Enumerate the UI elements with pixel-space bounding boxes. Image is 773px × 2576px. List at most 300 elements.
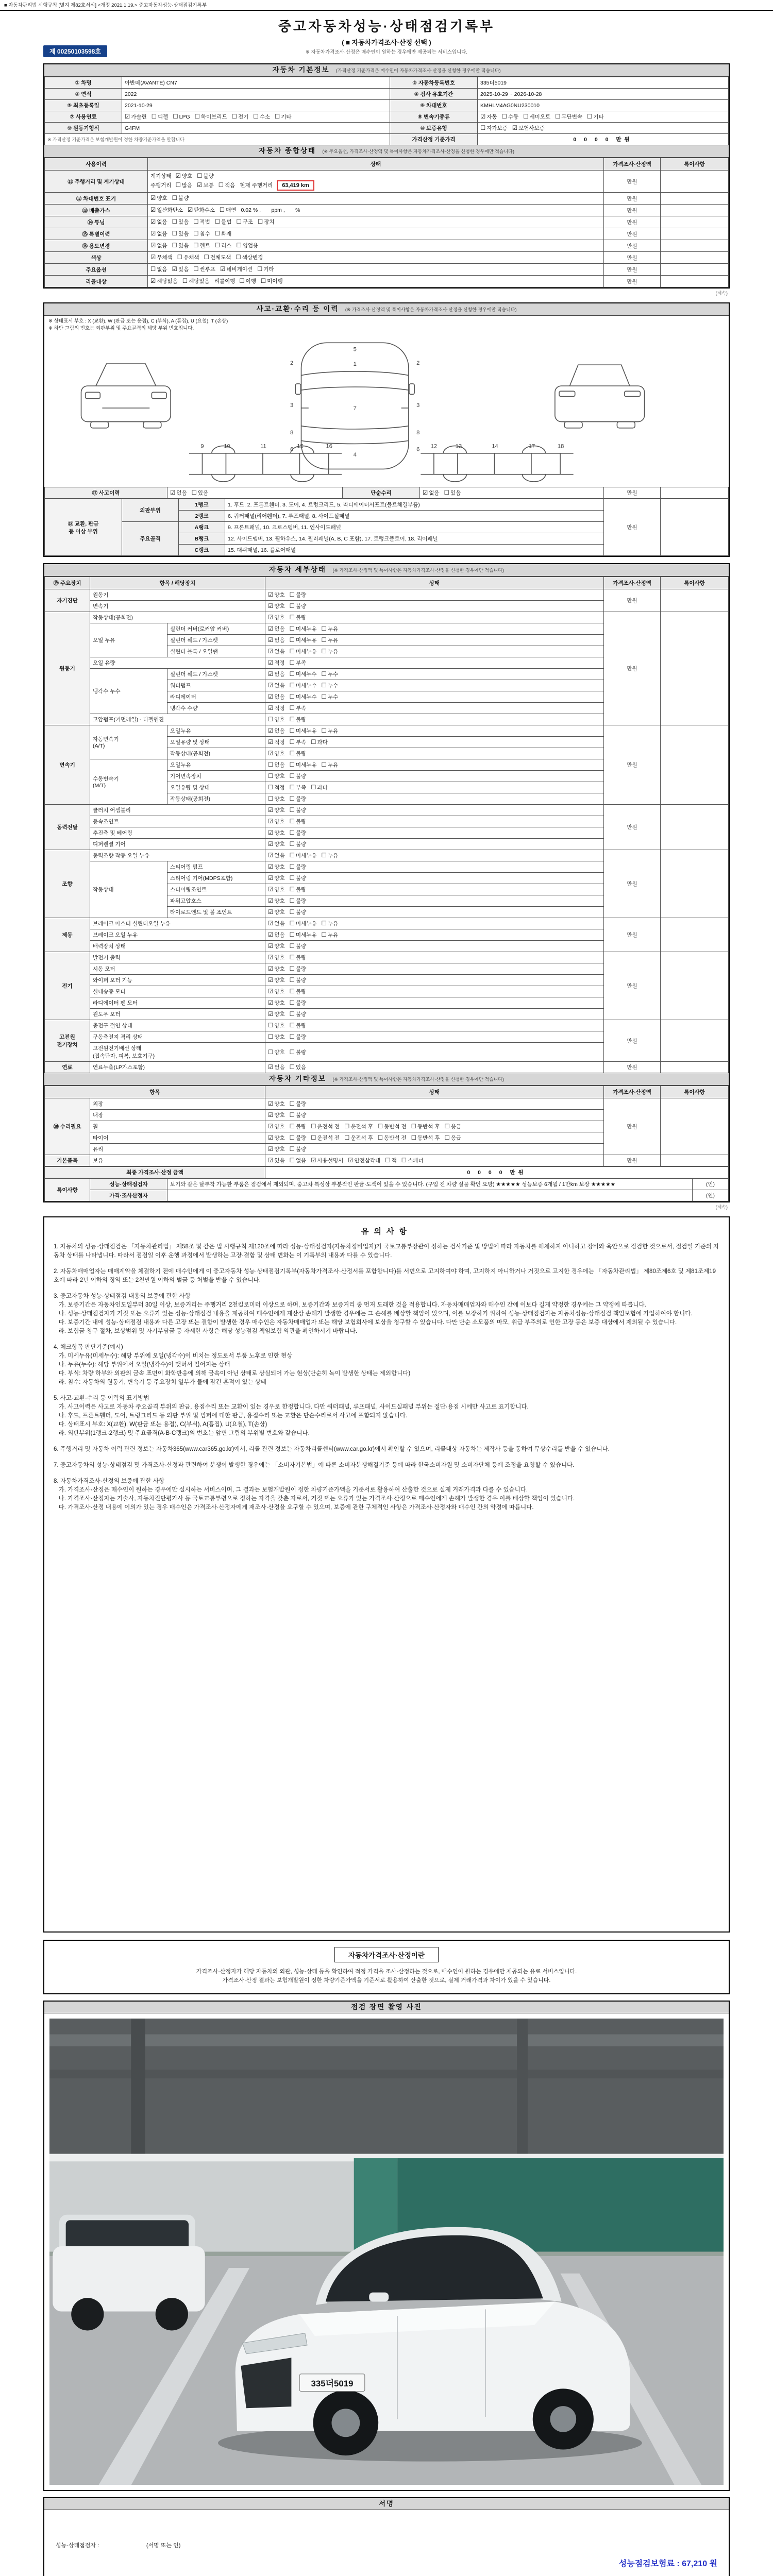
checkbox-icon: ☐ xyxy=(268,1023,274,1029)
checkbox-icon: ☐ xyxy=(289,683,295,689)
checkbox-option: ☑ 양호 xyxy=(268,830,285,836)
subitem-label: 라디에이터 xyxy=(167,691,265,703)
checkbox-icon: ☑ xyxy=(348,1158,354,1164)
column-header: 가격조사·산정액 xyxy=(604,1086,661,1098)
odometer-value: 63,419 km xyxy=(277,180,314,191)
checkbox-icon: ☐ xyxy=(480,125,486,131)
photo-labels xyxy=(311,2378,354,2388)
checkbox-option: ☐ 운전석 후 xyxy=(344,1124,373,1130)
checkbox-icon: ☑ xyxy=(268,819,274,825)
item-state xyxy=(265,918,604,929)
checkbox-icon: ☐ xyxy=(289,1000,295,1006)
note-cell xyxy=(661,952,729,1020)
item-state xyxy=(265,635,604,646)
notice-paragraph: 3. 중고자동차 성능·상태점검 내용의 보증에 관한 사항 가. 보증기간은 자동차인도일부터 30일 이상, 보증거리는 주행거리 2천킬로미터 이상으로 하며, 보증기간과 보증거리 중 먼저 도래한 것을 적용합니다. 자동차매매업자와 매수인 간에 이보다 길게 약정한 경우에는 그 약정에 따릅니다. 나. 성능·상태점검자가 거짓 또는 오류가 있는 성능·상태점검 내용을 제공하여 매수인에게 재산상 손해가 발생한 경우에는 그 손해를 배상할 책임이 있으며, 이를 보장하기 위하여 성능·상태점검자는 자동차성능·상태점검 책임보험에 가입하여야 합니다. 다. 보증기간 내에 성능·상태점검 내용과 다른 고장 또는 결함이 발생한 경우 매수인은 자동차매매업자 또는 해당 보험회사에 보상을 청구할 수 있습니다. 다만 단순 소모품의 마모, 취급 부주의로 인한 고장 등은 보증 대상에서 제외될 수 있습니다. 라. 보험금 청구 절차, 보상범위 및 자기부담금 등 자세한 사항은 해당 성능점검 책임보험 약관을 확인하시기 바랍니다. xyxy=(54,1293,693,1334)
checkbox-icon: ☐ xyxy=(289,1146,295,1153)
checkbox-option: ☑ 보험사보증 xyxy=(512,125,545,131)
checkbox-option: ☐ 양호 xyxy=(268,796,285,802)
price-cell: 만원 xyxy=(604,216,661,228)
checkbox-icon: ☐ xyxy=(289,603,295,609)
checkbox-option: ☑ 없음 xyxy=(170,490,187,496)
item-state xyxy=(265,827,604,839)
field-label: 가격산정 기준가격 xyxy=(390,134,478,145)
item-label: 실내송풍 모터 xyxy=(90,986,265,997)
item-label: 오일 누유 xyxy=(90,623,167,657)
fuel-options xyxy=(122,111,390,123)
item-label: 연료누출(LP가스포함) xyxy=(90,1062,265,1073)
item-state xyxy=(265,601,604,612)
price-cell: 만원 xyxy=(604,499,661,556)
summary-item-state xyxy=(148,216,604,228)
checkbox-icon: ☐ xyxy=(268,762,274,768)
accident-history-table xyxy=(44,487,729,499)
field-label: ⑦ 사용연료 xyxy=(45,111,122,123)
note-cell xyxy=(661,216,729,228)
svg-label: 6 xyxy=(416,446,420,453)
checkbox-icon: ☑ xyxy=(268,1124,274,1130)
checkbox-option: ☐ 불량 xyxy=(289,1124,307,1130)
checkbox-icon: ☐ xyxy=(182,278,188,284)
signature-stamp: (인) xyxy=(693,1179,729,1190)
summary-row xyxy=(45,205,729,216)
notice-paragraph: 4. 체크항목 판단기준(예시) 가. 미세누유(미세누수): 해당 부위에 오일(냉각수)이 비치는 정도로서 부품 노후로 인한 현상 나. 누유(누수): 해당 부위에서 오일(냉각수)이 맺혀서 떨어지는 상태 다. 부식: 차량 하부와 외판의 금속 표면이 화학반응에 의해 금속이 아닌 상태로 상실되어 가는 현상(단순히 녹이 발생한 상태는 제외합니다) 라. 침수: 자동차의 원동기, 변속기 등 주요장치 일부가 물에 잠긴 흔적이 있는 상태 xyxy=(54,1344,411,1385)
accident-history-options xyxy=(167,487,343,499)
item-state xyxy=(265,623,604,635)
checkbox-option: ☐ 동반석 전 xyxy=(377,1135,407,1141)
checkbox-icon: ☐ xyxy=(289,898,295,904)
checkbox-icon: ☐ xyxy=(175,182,181,189)
state-text: 0.02 % , ppm , % xyxy=(241,207,300,213)
etc-info-table xyxy=(44,1086,729,1166)
checkbox-icon: ☐ xyxy=(289,853,295,859)
summary-table xyxy=(44,158,729,287)
rank-name: A랭크 xyxy=(179,522,225,533)
checkbox-icon: ☑ xyxy=(268,626,274,632)
detail-row xyxy=(45,1155,729,1166)
checkbox-option: ☐ 미세누유 xyxy=(289,728,317,734)
checkbox-option: ☐ 부족 xyxy=(289,660,307,666)
column-header: 상태 xyxy=(265,577,604,589)
item-state xyxy=(265,691,604,703)
svg-label: 335더5019 xyxy=(311,2379,354,2389)
item-state xyxy=(265,975,604,986)
checkbox-option: ☐ 리스 xyxy=(214,243,232,249)
summary-row xyxy=(45,228,729,240)
checkbox-icon: ☑ xyxy=(268,841,274,848)
checkbox-option: ☑ 탄화수소 xyxy=(188,207,215,213)
checkbox-icon: ☑ xyxy=(125,114,130,120)
item-state xyxy=(265,839,604,850)
checkbox-icon: ☐ xyxy=(274,114,280,120)
checkbox-option: ☐ 과다 xyxy=(311,739,328,745)
item-label: 작동상태(공회전) xyxy=(90,612,265,623)
field-label: ③ 연식 xyxy=(45,89,122,100)
price-cell: 만원 xyxy=(604,264,661,276)
document-number: 제 00250103598호 xyxy=(43,45,107,57)
summary-item-state xyxy=(148,228,604,240)
notice-sheet xyxy=(43,1216,730,1933)
rank-name: 2랭크 xyxy=(179,511,225,522)
checkbox-icon: ☐ xyxy=(193,266,199,273)
checkbox-icon: ☐ xyxy=(289,841,295,848)
checkbox-option: ☐ 장치 xyxy=(258,219,275,225)
final-price-value: 0 0 0 0 만원 xyxy=(265,1167,729,1178)
device-group-label: 조향 xyxy=(45,850,90,918)
device-group-label: 연료 xyxy=(45,1062,90,1073)
checkbox-option: ☐ 불량 xyxy=(289,717,307,723)
checkbox-icon: ☐ xyxy=(219,207,225,213)
checkbox-icon: ☐ xyxy=(151,114,157,120)
checkbox-icon: ☐ xyxy=(321,637,327,643)
checkbox-option: ☐ 불량 xyxy=(289,751,307,757)
checkbox-option: ☐ 불량 xyxy=(289,943,307,950)
subitem-label: 실린더 커버(로커암 커버) xyxy=(167,623,265,635)
checkbox-icon: ☑ xyxy=(268,671,274,677)
document-title: 중고자동차성능·상태점검기록부 xyxy=(278,19,495,34)
note-cell xyxy=(661,487,729,499)
vehicle-damage-diagram xyxy=(44,332,729,487)
checkbox-icon: ☐ xyxy=(236,219,242,225)
checkbox-option: ☐ 화재 xyxy=(214,231,232,237)
checkbox-icon: ☑ xyxy=(268,1146,274,1153)
checkbox-icon: ☐ xyxy=(289,977,295,984)
checkbox-option: ☐ 있음 xyxy=(172,219,189,225)
svg-label: 4 xyxy=(353,451,357,458)
checkbox-option: ☐ 불량 xyxy=(289,989,307,995)
price-cell: 만원 xyxy=(604,850,661,918)
notice-paragraph: 1. 자동차의 성능·상태점검은 「자동차관리법」 제58조 및 같은 법 시행규칙 제120조에 따라 성능·상태점검자(자동차정비업자)가 국토교통부장관이 정하는 검사기준 및 방법에 따라 자동차를 해체하지 아니하고 장비와 육안으로 점검한 것으로서, 점검일 기준의 자동차 상태를 나타냅니다. 따라서 점검일 이후 운행 과정에서 발생하는 고장·결함 및 상태 변화는 이 기록부의 내용과 다를 수 있습니다. xyxy=(54,1244,719,1259)
checkbox-icon: ☐ xyxy=(218,182,224,189)
detail-row xyxy=(45,952,729,963)
checkbox-icon: ☐ xyxy=(321,649,327,655)
checkbox-option: ☐ 동반석 전 xyxy=(377,1124,407,1130)
svg-label: 17 xyxy=(528,443,535,450)
price-cell: 만원 xyxy=(604,240,661,252)
note-cell xyxy=(661,205,729,216)
item-state xyxy=(265,703,604,714)
summary-item-label: ⑯ 용도변경 xyxy=(45,240,148,252)
item-state xyxy=(265,1144,604,1155)
checkbox-icon: ☐ xyxy=(257,266,263,273)
item-label: 등속조인트 xyxy=(90,816,265,827)
checkbox-option: ☐ 유채색 xyxy=(177,255,199,261)
section-title: 서명 xyxy=(378,2500,395,2507)
checkbox-icon: ☑ xyxy=(188,207,193,213)
checkbox-icon: ☐ xyxy=(289,728,295,734)
device-group-label: 고전원 전기장치 xyxy=(45,1020,90,1062)
summary-item-label: ⑪ 주행거리 및 계기상태 xyxy=(45,171,148,193)
field-label: ⑤ 최초등록일 xyxy=(45,100,122,111)
pricing-info-body: 가격조사·산정자가 해당 자동차의 외관, 성능·상태 등을 확인하여 적정 가격을 조사·산정하는 것으로, 매수인이 원하는 경우에만 제공되는 유료 서비스입니다. 가격조사·산정 결과는 보험개발원이 정한 차량기준가액을 기준서로 활용하여 산출한 것으로, 실제 거래가격과 차이가 있을 수 있습니다. xyxy=(196,1969,577,1984)
checkbox-option: ☐ 불량 xyxy=(197,173,214,179)
item-label: 원동기 xyxy=(90,589,265,601)
checkbox-icon: ☐ xyxy=(268,773,274,779)
checkbox-option: ☑ 양호 xyxy=(150,195,167,201)
checkbox-icon: ☐ xyxy=(239,278,245,284)
checkbox-option: ☑ 양호 xyxy=(268,943,285,950)
checkbox-option: ☐ 불량 xyxy=(289,1023,307,1029)
checkbox-icon: ☐ xyxy=(214,219,221,225)
checkbox-option: ☑ 없음 xyxy=(423,490,440,496)
field-label: ⑥ 차대번호 xyxy=(390,100,478,111)
summary-item-state xyxy=(148,205,604,216)
item-state xyxy=(265,850,604,861)
checkbox-icon: ☑ xyxy=(150,219,156,225)
checkbox-option: ☑ 없음 xyxy=(268,626,285,632)
checkbox-option: ☑ 양호 xyxy=(268,909,285,916)
checkbox-icon: ☐ xyxy=(258,219,263,225)
checkbox-icon: ☑ xyxy=(268,830,274,836)
checkbox-icon: ☑ xyxy=(268,864,274,870)
checkbox-option: ☑ 없음 xyxy=(150,219,167,225)
checkbox-option: ☐ 적정 xyxy=(268,785,285,791)
checkbox-icon: ☑ xyxy=(268,943,274,950)
checkbox-option: ☑ 가솔린 xyxy=(125,114,147,120)
checkbox-option: ☑ 없음 xyxy=(268,853,285,859)
checkbox-option: ☐ 누유 xyxy=(321,728,339,734)
checkbox-option: ☐ 많음 xyxy=(175,182,193,189)
table-row xyxy=(45,1179,729,1190)
summary-row xyxy=(45,264,729,276)
subitem-label: 워터펌프 xyxy=(167,680,265,691)
checkbox-icon: ☑ xyxy=(175,173,181,179)
section-header-detail xyxy=(44,564,729,577)
detail-state-table xyxy=(44,577,729,1073)
checkbox-icon: ☐ xyxy=(311,1135,316,1141)
checkbox-icon: ☐ xyxy=(321,728,327,734)
price-cell: 만원 xyxy=(604,805,661,850)
checkbox-icon: ☑ xyxy=(268,853,274,859)
checkbox-icon: ☑ xyxy=(423,490,428,496)
checkbox-option: ☑ 적정 xyxy=(268,705,285,711)
checkbox-icon: ☑ xyxy=(268,921,274,927)
checkbox-option: ☐ 과다 xyxy=(311,785,328,791)
note-cell xyxy=(661,1062,729,1073)
checkbox-icon: ☑ xyxy=(150,231,156,237)
checkbox-option: ☐ 불량 xyxy=(289,864,307,870)
item-state xyxy=(265,669,604,680)
checkbox-option: ☑ 없음 xyxy=(268,637,285,643)
checkbox-option: ☐ 있음 xyxy=(172,243,189,249)
checkbox-icon: ☐ xyxy=(289,819,295,825)
item-state xyxy=(265,1043,604,1062)
checkbox-icon: ☐ xyxy=(401,1158,407,1164)
checkbox-option: ☑ 양호 xyxy=(268,819,285,825)
checkbox-option: ☐ 적음 xyxy=(218,182,236,189)
svg-label: 12 xyxy=(430,443,438,450)
device-group-label: 기본품목 xyxy=(45,1155,90,1166)
item-label: 라디에이터 팬 모터 xyxy=(90,997,265,1009)
summary-item-label: ⑫ 차대번호 표기 xyxy=(45,193,148,205)
checkbox-option: ☐ 썬루프 xyxy=(193,266,215,273)
price-cell: 만원 xyxy=(604,1020,661,1062)
subitem-label: 스티어링조인트 xyxy=(167,884,265,895)
first-registration-value: 2021-10-29 xyxy=(122,100,390,111)
device-group-label: 동력전달 xyxy=(45,805,90,850)
checkbox-option: ☑ 없음 xyxy=(268,932,285,938)
checkbox-icon: ☐ xyxy=(236,255,241,261)
state-text: 리콜이행 xyxy=(214,278,236,284)
checkbox-icon: ☐ xyxy=(236,243,242,249)
checkbox-option: ☐ 양호 xyxy=(268,1023,285,1029)
checkbox-option: ☐ 불량 xyxy=(289,1000,307,1006)
rank-name: 1랭크 xyxy=(179,499,225,511)
checkbox-icon: ☐ xyxy=(268,1034,274,1040)
insurance-fee-label: 성능점검보험료 : xyxy=(618,2559,680,2568)
field-label: ① 차명 xyxy=(45,77,122,89)
checkbox-icon: ☐ xyxy=(311,1124,316,1130)
item-label: 배력장치 상태 xyxy=(90,941,265,952)
item-state xyxy=(265,714,604,725)
checkbox-option: ☑ 없음 xyxy=(150,231,167,237)
checkbox-option: ☐ 동반석 후 xyxy=(411,1124,440,1130)
checkbox-option: ☐ 누유 xyxy=(321,626,339,632)
checkbox-option: ☐ 없음 xyxy=(289,1158,307,1164)
signature-stamp: (인) xyxy=(693,1190,729,1201)
checkbox-icon: ☑ xyxy=(268,637,274,643)
checkbox-option: ☐ 누유 xyxy=(321,762,339,768)
item-state xyxy=(265,612,604,623)
final-price-label: 최종 가격조사·산정 금액 xyxy=(45,1167,265,1178)
column-header: 상태 xyxy=(148,158,604,171)
registration-number-value: 335더5019 xyxy=(478,77,729,89)
svg-label: 14 xyxy=(492,443,498,450)
checkbox-icon: ☐ xyxy=(289,694,295,700)
item-state xyxy=(265,895,604,907)
svg-label: 11 xyxy=(260,443,266,450)
base-price-note: ※ 가격산정 기준가격은 보험개발원이 정한 차량기준가액을 말합니다 xyxy=(45,134,390,145)
appraiser-signature-line xyxy=(56,2574,180,2576)
checkbox-option: ☐ 디젤 xyxy=(151,114,169,120)
checkbox-option: ☐ 부족 xyxy=(289,705,307,711)
checkbox-option: ☐ 영업용 xyxy=(236,243,259,249)
checkbox-icon: ☑ xyxy=(268,898,274,904)
checkbox-option: ☑ 양호 xyxy=(268,887,285,893)
checkbox-option: ☑ 적정 xyxy=(268,660,285,666)
table-row xyxy=(45,134,729,145)
section-title: 사고·교환·수리 등 이력 xyxy=(256,305,339,313)
basic-and-summary-sheet xyxy=(43,63,730,289)
item-state xyxy=(265,1020,604,1031)
checkbox-option: ☑ 없음 xyxy=(268,694,285,700)
checkbox-icon: ☑ xyxy=(480,114,486,120)
checkbox-icon: ☐ xyxy=(444,490,449,496)
table-row xyxy=(45,89,729,100)
checkbox-option: ☑ 양호 xyxy=(268,603,285,609)
checkbox-icon: ☑ xyxy=(268,909,274,916)
base-price-value: 0 0 0 0 만원 xyxy=(478,134,729,145)
checkbox-icon: ☐ xyxy=(289,875,295,882)
checkbox-icon: ☐ xyxy=(172,219,177,225)
item-state xyxy=(265,771,604,782)
checkbox-icon: ☑ xyxy=(268,807,274,814)
device-group-label: ⑳ 수리필요 xyxy=(45,1098,90,1155)
note-cell xyxy=(661,499,729,556)
checkbox-icon: ☑ xyxy=(268,1064,274,1071)
checkbox-icon: ☐ xyxy=(321,762,327,768)
checkbox-option: ☑ 없음 xyxy=(150,243,167,249)
checkbox-icon: ☑ xyxy=(512,125,518,131)
item-state xyxy=(265,873,604,884)
checkbox-icon: ☐ xyxy=(321,671,327,677)
item-state xyxy=(265,782,604,793)
checkbox-icon: ☐ xyxy=(321,932,327,938)
svg-label: 8 xyxy=(416,430,420,436)
checkbox-option: ☑ 무채색 xyxy=(150,255,173,261)
item-label: 고압펌프(커먼레일) - 디젤엔진 xyxy=(90,714,265,725)
checkbox-icon: ☐ xyxy=(289,785,295,791)
item-label: 디퍼렌셜 기어 xyxy=(90,839,265,850)
checkbox-option: ☐ 매연 xyxy=(219,207,237,213)
note-cell xyxy=(661,612,729,725)
subitem-label: 스티어링 기어(MDPS포함) xyxy=(167,873,265,884)
checkbox-icon: ☐ xyxy=(289,1064,295,1071)
summary-row xyxy=(45,193,729,205)
checkbox-option: ☑ 네비게이션 xyxy=(220,266,253,273)
checkbox-icon: ☐ xyxy=(289,909,295,916)
checkbox-option: ☐ 불량 xyxy=(289,898,307,904)
checkbox-icon: ☐ xyxy=(344,1135,350,1141)
summary-item-label: 색상 xyxy=(45,252,148,264)
checkbox-option: ☐ 미세누유 xyxy=(289,921,317,927)
model-year-value: 2022 xyxy=(122,89,390,100)
table-header-row xyxy=(45,577,729,589)
item-label: 브레이크 마스터 실린더오일 누유 xyxy=(90,918,265,929)
checkbox-option: ☐ 미세누유 xyxy=(289,649,317,655)
item-label: 휠 xyxy=(90,1121,265,1132)
table-header-row xyxy=(45,1086,729,1098)
detail-row xyxy=(45,1020,729,1031)
checkbox-option: ☐ 이행 xyxy=(239,278,256,284)
item-state xyxy=(265,941,604,952)
checkbox-icon: ☐ xyxy=(289,660,295,666)
rank-items: 1. 후드, 2. 프론트휀더, 3. 도어, 4. 트렁크리드, 5. 라디에이터서포트(볼트체결부품) xyxy=(225,499,604,511)
note-cell xyxy=(661,252,729,264)
title-block xyxy=(43,11,730,57)
section-note: (※ 가격조사·산정액 및 특이사항은 자동차가격조사·산정을 신청한 경우에만 적습니다) xyxy=(345,307,517,312)
checkbox-icon: ☑ xyxy=(150,243,156,249)
column-header: 특이사항 xyxy=(661,158,729,171)
item-state xyxy=(265,1031,604,1043)
checkbox-option: ☑ 양호 xyxy=(268,1000,285,1006)
column-header: 특이사항 xyxy=(661,577,729,589)
checkbox-option: ☐ 불법 xyxy=(214,219,232,225)
form-reference-note: ■ 자동차관리법 시행규칙 [별지 제82호서식] <개정 2021.1.19.> 중고자동차성능·상태점검기록부 xyxy=(0,0,773,11)
checkbox-icon: ☑ xyxy=(268,739,274,745)
checkbox-icon: ☐ xyxy=(289,807,295,814)
checkbox-option: ☐ 기타 xyxy=(257,266,274,273)
note-cell xyxy=(661,228,729,240)
table-row xyxy=(45,487,729,499)
device-group-label: 원동기 xyxy=(45,612,90,725)
checkbox-option: ☑ 양호 xyxy=(268,751,285,757)
checkbox-option: ☑ 사용설명서 xyxy=(311,1158,344,1164)
inspector-signature-line: 성능·상태점검자 : (서명 또는 인) xyxy=(56,2543,181,2549)
price-cell: 만원 xyxy=(604,1062,661,1073)
checkbox-icon: ☐ xyxy=(268,796,274,802)
checkbox-option: ☐ 하이브리드 xyxy=(194,114,227,120)
summary-item-state xyxy=(148,264,604,276)
rank-name: C랭크 xyxy=(179,545,225,556)
section-header-summary xyxy=(44,145,729,158)
note-cell xyxy=(661,171,729,193)
note-cell xyxy=(661,805,729,850)
checkbox-option: ☑ 없음 xyxy=(268,683,285,689)
checkbox-option: ☑ 적정 xyxy=(268,739,285,745)
column-header: 사용이력 xyxy=(45,158,148,171)
checkbox-icon: ☐ xyxy=(344,1124,350,1130)
checkbox-icon: ☐ xyxy=(289,830,295,836)
